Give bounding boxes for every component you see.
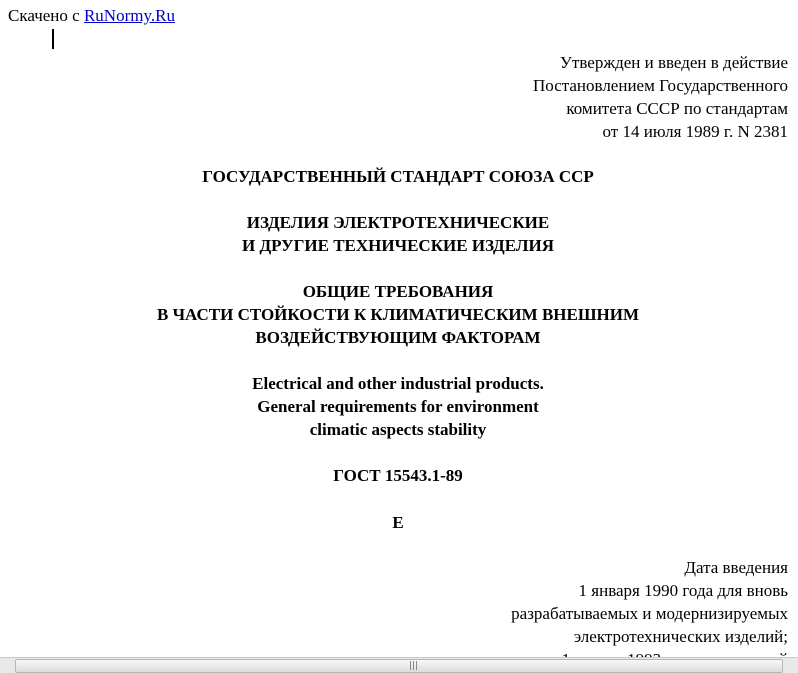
- grip-icon: |||: [409, 661, 419, 671]
- source-link[interactable]: RuNormy.Ru: [83, 6, 175, 25]
- english-title: Electrical and other industrial products. General requirements for environment climatic aspects stability: [252, 374, 544, 439]
- standard-type-heading: ГОСУДАРСТВЕННЫЙ СТАНДАРТ СОЮЗА ССР: [202, 167, 594, 186]
- requirements-title: ОБЩИЕ ТРЕБОВАНИЯ В ЧАСТИ СТОЙКОСТИ К КЛИМАТИЧЕСКИМ ВНЕШНИМ ВОЗДЕЙСТВУЮЩИМ ФАКТОРАМ: [156, 282, 640, 347]
- effective-date-block: [511, 556, 788, 671]
- effective-line: электротехнических изделий;: [573, 627, 788, 646]
- effective-line: разрабатываемых и модернизируемых: [511, 604, 788, 623]
- products-title: ИЗДЕЛИЯ ЭЛЕКТРОТЕХНИЧЕСКИЕ И ДРУГИЕ ТЕХНИЧЕСКИЕ ИЗДЕЛИЯ: [241, 213, 554, 255]
- scrollbar-thumb[interactable]: [15, 659, 783, 673]
- approval-line: Утвержден и введен в действие: [559, 53, 788, 72]
- source-note: [8, 6, 175, 26]
- approval-line: Постановлением Государственного: [533, 76, 788, 95]
- approval-line: от 14 июля 1989 г. N 2381: [602, 122, 788, 141]
- text-cursor: [52, 29, 54, 49]
- source-prefix: Скачено с: [8, 6, 80, 25]
- standard-letter: Е: [392, 513, 404, 532]
- approval-block: [533, 51, 788, 143]
- effective-line: 1 января 1990 года для вновь: [578, 581, 788, 600]
- effective-line: Дата введения: [684, 558, 788, 577]
- approval-line: комитета СССР по стандартам: [566, 99, 788, 118]
- horizontal-scrollbar[interactable]: [0, 657, 798, 673]
- standard-code: ГОСТ 15543.1-89: [333, 466, 463, 485]
